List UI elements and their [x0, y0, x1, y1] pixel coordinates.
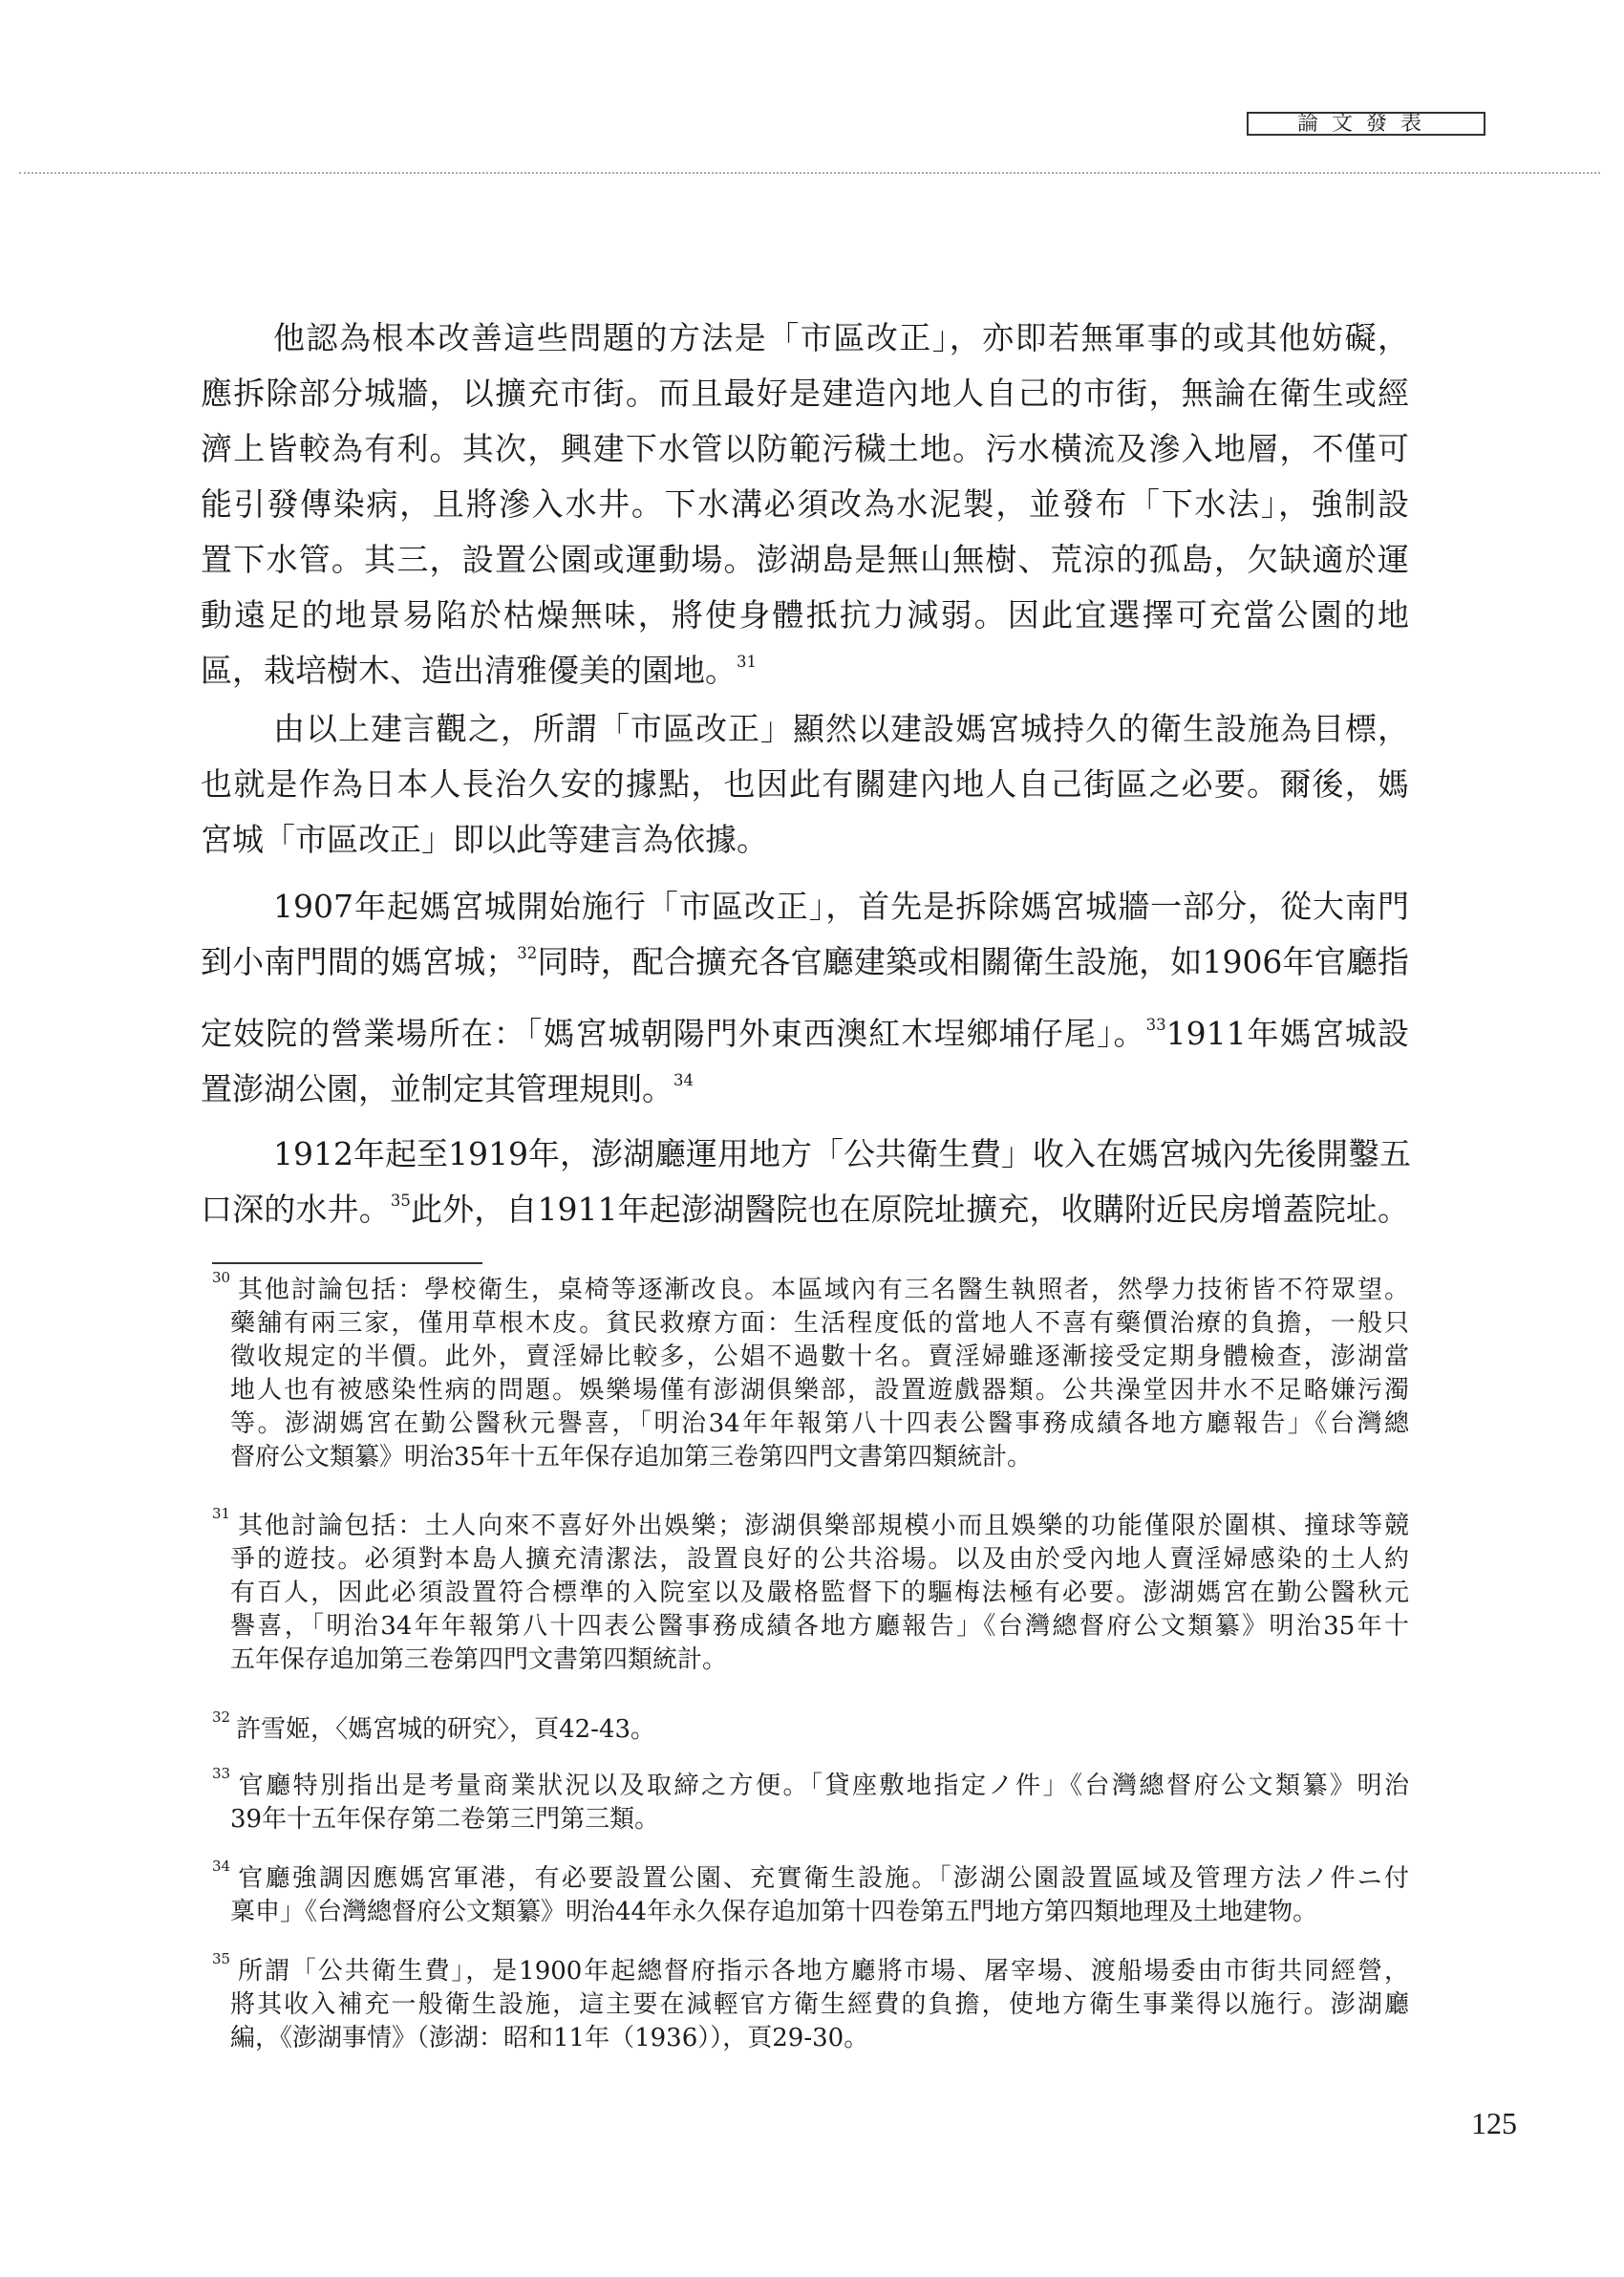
- footnote-ref[interactable]: 34: [673, 1071, 694, 1090]
- text-line: 能引發傳染病，且將滲入水井。下水溝必須改為水泥製，並發布「下水法」，強制設: [201, 485, 1409, 523]
- footnote-ref[interactable]: 31: [737, 653, 757, 672]
- footnote-number: 35: [212, 1950, 231, 1967]
- footnote-line: 地人也有被感染性病的問題。娛樂場僅有澎湖俱樂部，設置遊戲器類。公共澡堂因井水不足略嫌污濁: [230, 1376, 1409, 1405]
- footnote-number: 31: [212, 1505, 231, 1522]
- footnote-line: 徵收規定的半價。此外，賣淫婦比較多，公娼不過數十名。賣淫婦雖逐漸接受定期身體檢查，澎湖當: [230, 1343, 1409, 1371]
- footnote-number: 34: [212, 1858, 231, 1875]
- footnote-line: 稟申」《台灣總督府公文類纂》明治44年永久保存追加第十四卷第五門地方第四類地理及土地建物。: [230, 1898, 1318, 1926]
- text-segment: 1911年媽宮城設: [1165, 1015, 1410, 1052]
- footnote-line: 將其收入補充一般衛生設施，這主要在減輕官方衛生經費的負擔，使地方衛生事業得以施行。澎湖廳: [230, 1990, 1409, 2019]
- footnote-33: [212, 1765, 1409, 1837]
- text-line: 1912年起至1919年，澎湖廳運用地方「公共衛生費」收入在媽宮城內先後開鑿五: [273, 1135, 1411, 1172]
- text-line: 應拆除部分城牆，以擴充市街。而且最好是建造內地人自己的市街，無論在衛生或經: [201, 375, 1409, 412]
- footnote-35: [212, 1950, 1409, 2055]
- body-paragraph-1: [201, 311, 1409, 698]
- footnote-31: [212, 1505, 1409, 1677]
- footnote-32: [212, 1708, 1409, 1747]
- footnote-text: 其他討論包括：土人向來不喜好外出娛樂；澎湖俱樂部規模小而且娛樂的功能僅限於圍棋、撞球等競: [236, 1512, 1409, 1540]
- text-line: 也就是作為日本人長治久安的據點，也因此有關建內地人自己街區之必要。爾後，媽: [201, 765, 1409, 803]
- footnote-line: [212, 1950, 1409, 1988]
- footnote-text: 其他討論包括：學校衛生，桌椅等逐漸改良。本區域內有三名醫生執照者，然學力技術皆不符眾望。: [236, 1276, 1409, 1304]
- footnote-line: [212, 1708, 1409, 1747]
- footnote-ref[interactable]: 32: [517, 944, 538, 963]
- text-line: 動遠足的地景易陷於枯燥無味，將使身體抵抗力減弱。因此宜選擇可充當公園的地: [201, 596, 1409, 634]
- footnote-text: 許雪姬，〈媽宮城的研究〉，頁42-43。: [236, 1715, 656, 1744]
- text-segment: 定妓院的營業場所在：「媽宮城朝陽門外東西澳紅木埕鄉埔仔尾」。: [201, 1015, 1146, 1052]
- text-line: [201, 1006, 1409, 1062]
- header-divider: [19, 172, 1600, 174]
- footnote-number: 33: [212, 1765, 231, 1782]
- footnote-line: 有百人，因此必須設置符合標準的入院室以及嚴格監督下的驅梅法極有必要。澎湖媽宮在勤公醫秋元: [230, 1579, 1409, 1607]
- footnote-34: [212, 1858, 1409, 1929]
- text-line: 宮城「市區改正」即以此等建言為依據。: [201, 821, 768, 858]
- text-line: 他認為根本改善這些問題的方法是「市區改正」，亦即若無軍事的或其他妨礙，: [273, 319, 1409, 356]
- text-line: 置下水管。其三，設置公園或運動場。澎湖島是無山無樹、荒涼的孤島，欠缺適於運: [201, 541, 1409, 578]
- body-paragraph-2: [201, 701, 1409, 868]
- footnote-text: 官廳強調因應媽宮軍港，有必要設置公園、充實衛生設施。「澎湖公園設置區域及管理方法ノ件ニ付: [236, 1864, 1409, 1893]
- footnote-line: 五年保存追加第三卷第四門文書第四類統計。: [230, 1645, 728, 1674]
- footnote-number: 30: [212, 1269, 231, 1286]
- text-line: [201, 934, 1409, 990]
- footnote-line: [212, 1269, 1409, 1307]
- text-line: [201, 643, 1409, 698]
- footnote-line: 編，《澎湖事情》（澎湖：昭和11年（1936）），頁29-30。: [230, 2024, 869, 2052]
- footnote-line: 39年十五年保存第二卷第三門第三類。: [230, 1805, 660, 1834]
- text-segment: 此外，自1911年起澎湖醫院也在原院址擴充，收購附近民房增蓋院址。: [410, 1191, 1410, 1228]
- section-label: 論文發表: [1247, 112, 1485, 136]
- body-paragraph-4: [201, 1127, 1409, 1237]
- text-line: 1907年起媽宮城開始施行「市區改正」，首先是拆除媽宮城牆一部分，從大南門: [273, 888, 1409, 925]
- footnote-line: [212, 1765, 1409, 1803]
- footnote-line: 爭的遊技。必須對本島人擴充清潔法，設置良好的公共浴場。以及由於受內地人賣淫婦感染的土人約: [230, 1545, 1409, 1574]
- footnote-separator: [212, 1262, 482, 1264]
- footnote-30: [212, 1269, 1409, 1474]
- footnote-line: 譽喜，「明治34年年報第八十四表公醫事務成績各地方廳報告」《台灣總督府公文類纂》明治35年十: [230, 1612, 1409, 1641]
- text-segment: 到小南門間的媽宮城；: [201, 943, 518, 980]
- text-segment: 口深的水井。: [201, 1191, 391, 1228]
- footnote-line: [212, 1505, 1409, 1543]
- footnote-text: 所謂「公共衛生費」，是1900年起總督府指示各地方廳將市場、屠宰場、渡船場委由市街共同經營，: [236, 1957, 1409, 1986]
- text-segment: 置澎湖公園，並制定其管理規則。: [201, 1070, 673, 1107]
- page-number: 125: [1471, 2106, 1517, 2140]
- footnote-line: 等。澎湖媽宮在勤公醫秋元譽喜，「明治34年年報第八十四表公醫事務成績各地方廳報告」《台灣總: [230, 1409, 1409, 1438]
- footnote-text: 官廳特別指出是考量商業狀況以及取締之方便。「貸座敷地指定ノ件」《台灣總督府公文類纂》明治: [236, 1772, 1409, 1800]
- footnote-line: 藥舖有兩三家，僅用草根木皮。貧民救療方面：生活程度低的當地人不喜有藥價治療的負擔，一般只: [230, 1309, 1409, 1338]
- text-line: [201, 1062, 1409, 1117]
- footnote-number: 32: [212, 1708, 231, 1726]
- text-segment: 區，栽培樹木、造出清雅優美的園地。: [201, 652, 737, 689]
- text-line: [201, 1182, 1409, 1237]
- footnote-ref[interactable]: 33: [1145, 1016, 1166, 1035]
- text-line: 濟上皆較為有利。其次，興建下水管以防範污穢土地。污水橫流及滲入地層，不僅可: [201, 430, 1409, 467]
- footnote-line: [212, 1858, 1409, 1896]
- text-segment: 同時，配合擴充各官廳建築或相關衛生設施，如1906年官廳指: [537, 943, 1410, 980]
- footnote-ref[interactable]: 35: [390, 1192, 411, 1211]
- footnote-line: 督府公文類纂》明治35年十五年保存追加第三卷第四門文書第四類統計。: [230, 1443, 1033, 1471]
- text-line: 由以上建言觀之，所謂「市區改正」顯然以建設媽宮城持久的衛生設施為目標，: [273, 710, 1409, 747]
- body-paragraph-3: [201, 879, 1409, 1117]
